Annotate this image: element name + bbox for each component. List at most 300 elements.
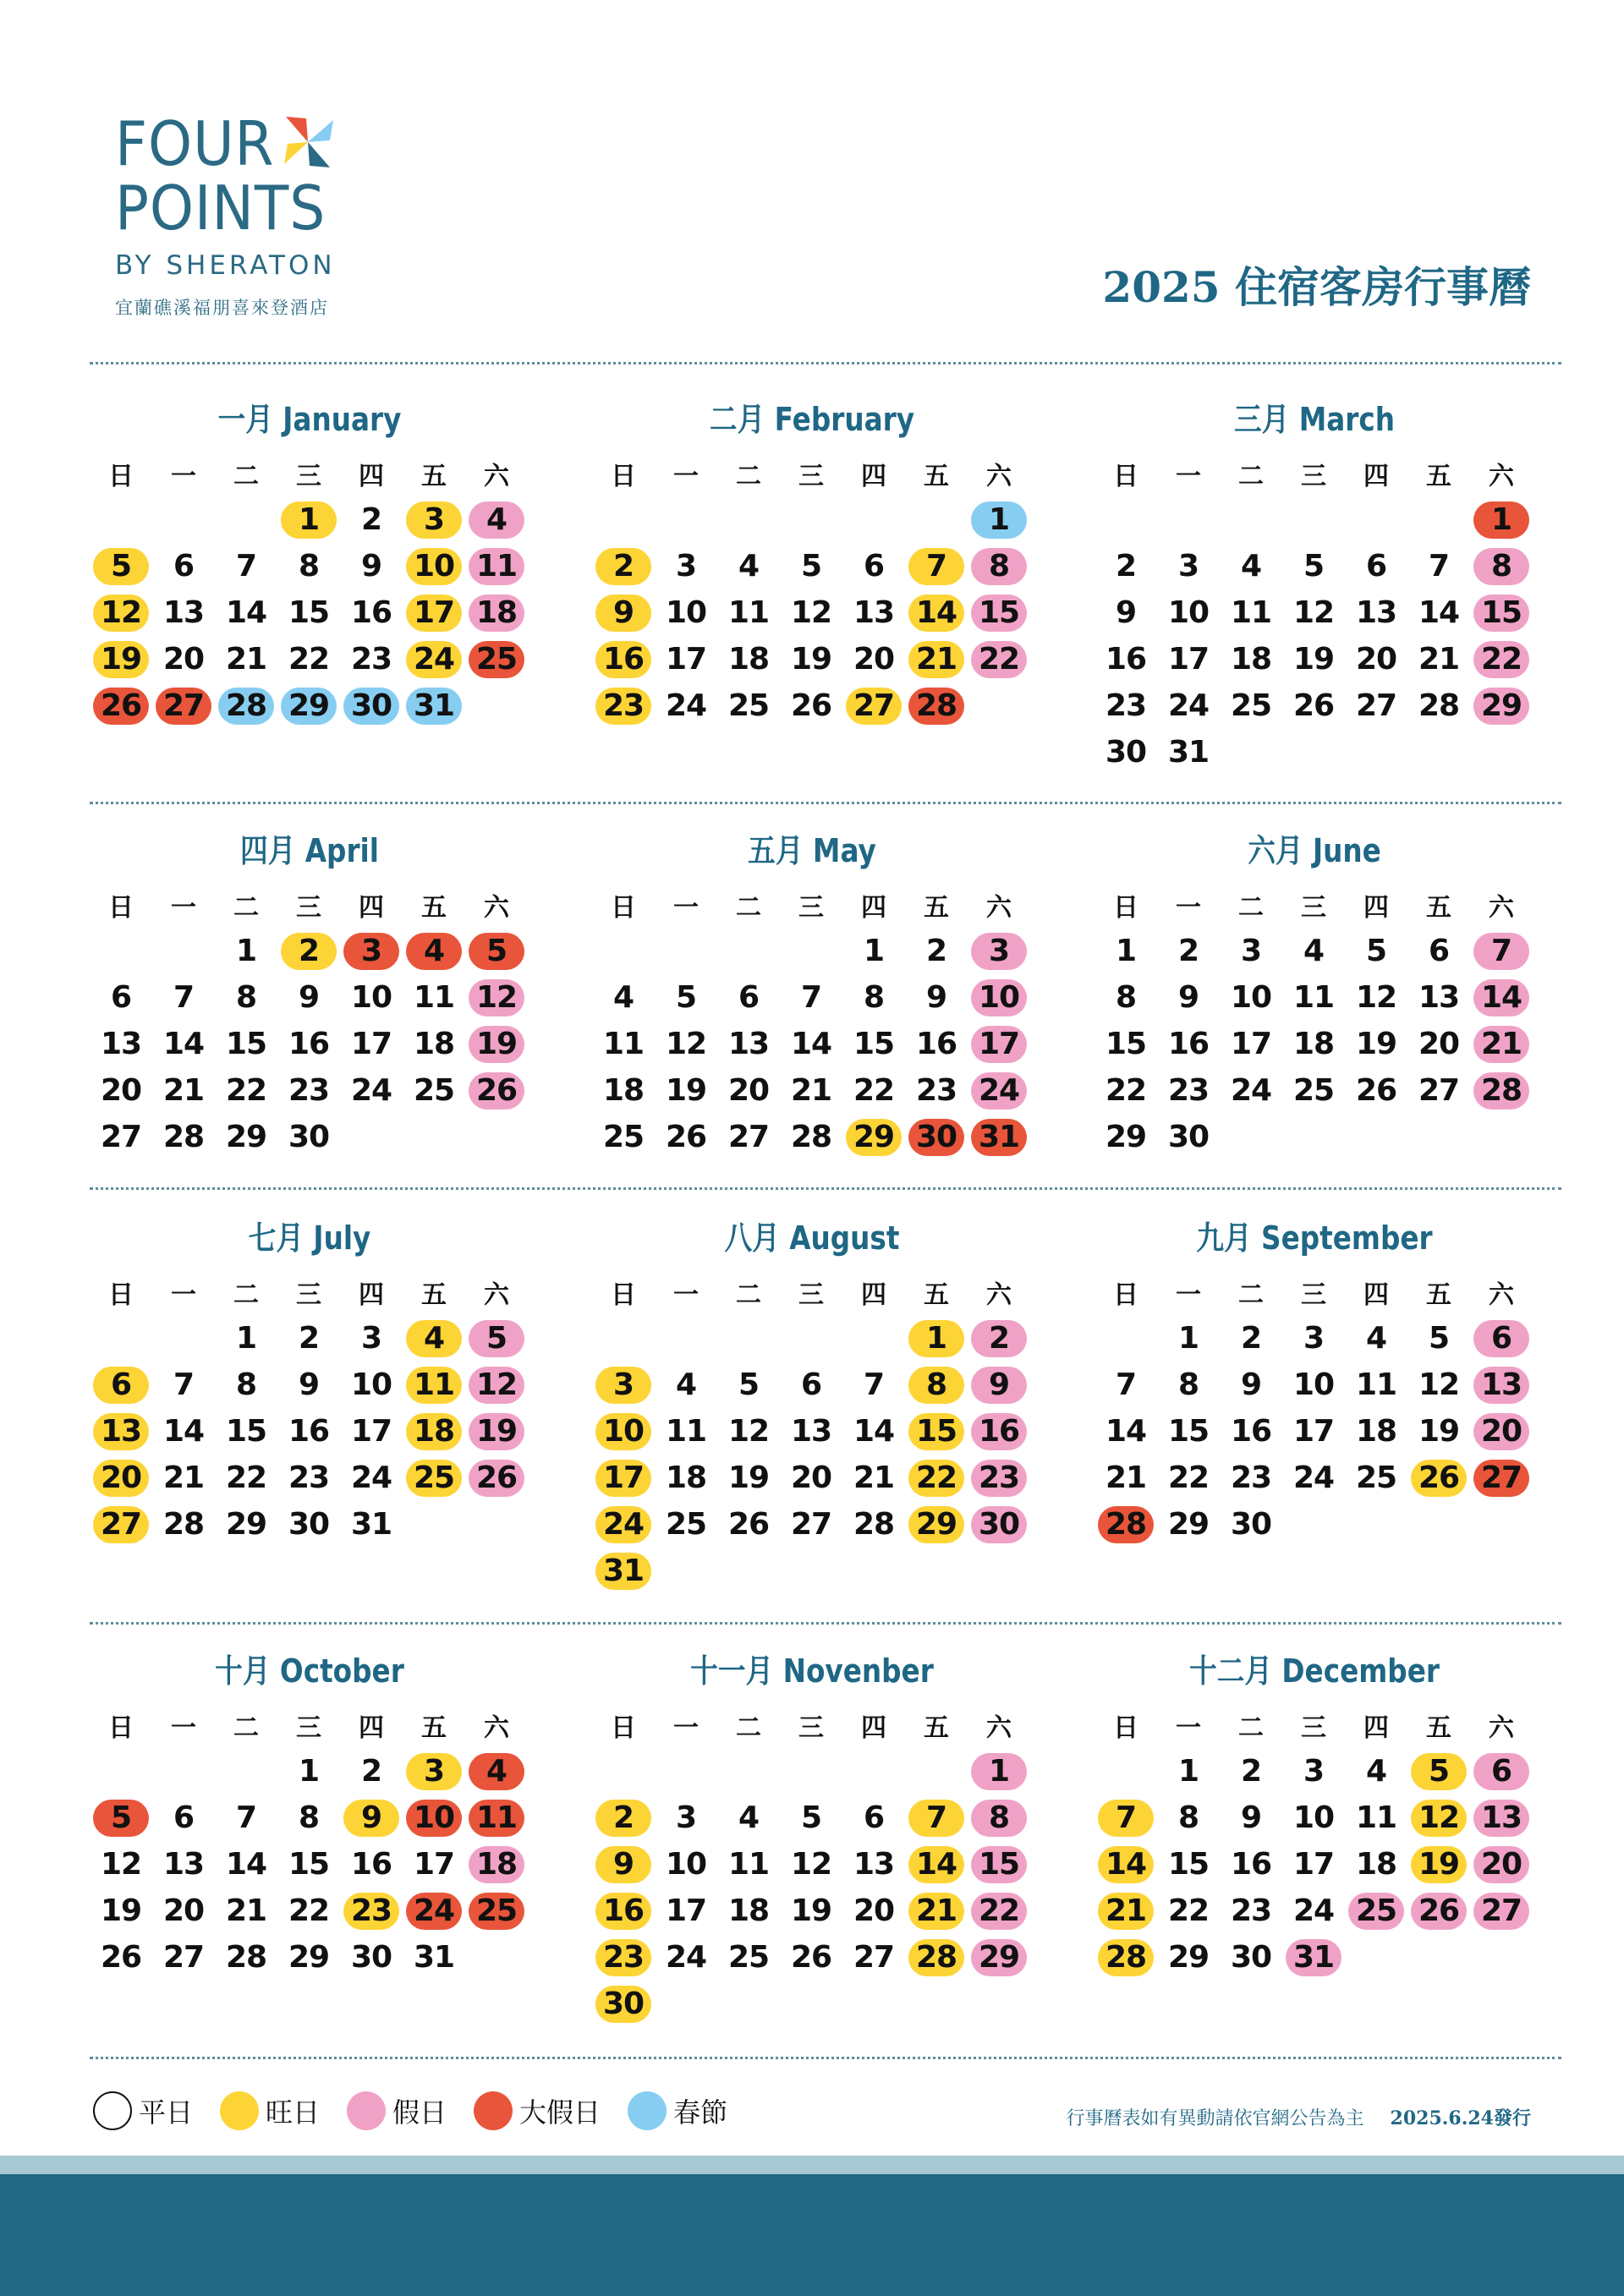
day-cell <box>90 1021 152 1067</box>
day-number: 7 <box>908 548 964 585</box>
day-number: 25 <box>727 688 770 723</box>
day-cell <box>1282 1934 1345 1981</box>
day-number: 11 <box>1355 1800 1397 1835</box>
day-number: 27 <box>846 688 902 725</box>
day-cell <box>1345 543 1407 589</box>
day-number: 17 <box>665 642 707 677</box>
day-cell <box>1157 974 1220 1021</box>
legend-label: 旺日 <box>266 2096 321 2129</box>
day-cell <box>655 1021 717 1067</box>
day-cell <box>717 636 780 682</box>
day-number: 26 <box>1411 1460 1467 1497</box>
day-cell <box>403 1067 465 1114</box>
day-cell <box>592 1795 655 1841</box>
day-cell <box>215 928 277 974</box>
day-number: 31 <box>406 688 462 725</box>
day-number: 28 <box>908 688 964 725</box>
day-number: 13 <box>1473 1367 1529 1404</box>
day-number: 9 <box>1240 1800 1262 1835</box>
weekday-label: 五 <box>421 461 447 491</box>
day-number: 18 <box>602 1073 645 1108</box>
empty-cell <box>905 1748 968 1795</box>
day-cell <box>1282 1315 1345 1362</box>
day-number: 29 <box>288 1940 330 1975</box>
day-cell <box>152 589 215 636</box>
day-cell <box>403 1795 465 1841</box>
weekday-label: 六 <box>986 461 1012 491</box>
day-number: 5 <box>738 1367 760 1402</box>
legend-swatch <box>474 2091 513 2130</box>
day-cell <box>1220 1795 1282 1841</box>
weekday-label: 五 <box>924 1712 949 1743</box>
day-cell <box>592 1934 655 1981</box>
day-cell <box>277 928 340 974</box>
day-cell <box>780 543 842 589</box>
weekday-label: 一 <box>1176 461 1201 491</box>
day-number: 28 <box>1418 688 1460 723</box>
weekday-label: 日 <box>108 892 134 923</box>
day-number: 28 <box>162 1120 205 1154</box>
day-number: 7 <box>1473 933 1529 970</box>
day-cell <box>1157 1795 1220 1841</box>
day-number: 25 <box>1355 1460 1397 1495</box>
day-cell <box>90 1067 152 1114</box>
day-cell <box>403 496 465 543</box>
day-number: 21 <box>225 642 267 677</box>
day-cell <box>90 589 152 636</box>
month-title: 七月 July <box>248 1219 371 1257</box>
weekday-label: 五 <box>421 1280 447 1310</box>
day-number: 19 <box>93 641 149 678</box>
day-cell <box>1345 974 1407 1021</box>
weekday-label: 三 <box>296 1280 321 1310</box>
day-number: 16 <box>1230 1847 1272 1882</box>
day-number: 18 <box>727 1893 770 1928</box>
day-cell <box>968 1021 1030 1067</box>
day-cell <box>780 1841 842 1888</box>
day-cell <box>780 974 842 1021</box>
day-number: 13 <box>853 595 895 630</box>
day-cell <box>1282 1888 1345 1934</box>
empty-cell <box>90 496 152 543</box>
day-number: 25 <box>469 1893 524 1930</box>
day-cell <box>1282 1748 1345 1795</box>
day-cell <box>215 589 277 636</box>
day-cell <box>340 1067 403 1114</box>
day-number: 3 <box>675 549 697 584</box>
day-number: 30 <box>343 688 399 725</box>
day-cell <box>215 636 277 682</box>
day-cell <box>215 1362 277 1408</box>
day-number: 24 <box>665 688 707 723</box>
day-cell <box>968 974 1030 1021</box>
day-number: 10 <box>971 979 1027 1016</box>
weekday-label: 二 <box>736 892 761 923</box>
day-number: 25 <box>665 1507 707 1542</box>
day-number: 14 <box>908 595 964 632</box>
day-cell <box>1407 1408 1470 1455</box>
day-cell <box>1157 1021 1220 1067</box>
day-cell <box>1157 1362 1220 1408</box>
day-cell <box>403 1841 465 1888</box>
day-cell <box>905 1067 968 1114</box>
weekday-label: 四 <box>359 461 384 491</box>
day-number: 1 <box>908 1320 964 1357</box>
day-cell <box>215 1888 277 1934</box>
day-number: 20 <box>1355 642 1397 677</box>
day-cell <box>465 1021 528 1067</box>
weekday-label: 一 <box>1176 1712 1201 1743</box>
legend-item <box>347 2091 447 2130</box>
day-number: 29 <box>971 1939 1027 1976</box>
day-number: 14 <box>790 1027 832 1061</box>
day-number: 11 <box>602 1027 645 1061</box>
day-number: 19 <box>790 642 832 677</box>
day-number: 12 <box>1355 980 1397 1015</box>
day-number: 24 <box>1167 688 1210 723</box>
day-number: 14 <box>1105 1414 1147 1449</box>
day-cell <box>465 928 528 974</box>
day-number: 8 <box>235 980 257 1015</box>
day-number: 6 <box>1365 549 1387 584</box>
day-number: 14 <box>908 1846 964 1883</box>
day-cell <box>1095 1362 1157 1408</box>
day-cell <box>152 1067 215 1114</box>
day-number: 1 <box>1177 1754 1199 1789</box>
day-cell <box>340 496 403 543</box>
weekday-label: 四 <box>359 1280 384 1310</box>
empty-cell <box>152 1748 215 1795</box>
day-cell <box>1470 636 1533 682</box>
day-number: 6 <box>173 1800 195 1835</box>
day-number: 25 <box>1348 1893 1404 1930</box>
day-cell <box>905 682 968 729</box>
day-cell <box>1345 1067 1407 1114</box>
day-number: 13 <box>162 595 205 630</box>
day-number: 7 <box>173 980 195 1015</box>
weekday-label: 二 <box>736 1280 761 1310</box>
weekday-label: 六 <box>484 1712 509 1743</box>
day-cell <box>152 1114 215 1160</box>
day-number: 29 <box>1167 1507 1210 1542</box>
day-number: 18 <box>1355 1847 1397 1882</box>
day-number: 30 <box>595 1986 651 2023</box>
day-number: 20 <box>1418 1027 1460 1061</box>
day-cell <box>1220 1888 1282 1934</box>
day-cell <box>277 1067 340 1114</box>
day-number: 19 <box>1292 642 1335 677</box>
day-number: 4 <box>1303 934 1325 968</box>
day-cell <box>465 1455 528 1501</box>
legend-label: 大假日 <box>519 2096 601 2129</box>
day-cell <box>1095 729 1157 775</box>
day-cell <box>1470 496 1533 543</box>
weekday-label: 一 <box>673 1712 699 1743</box>
day-number: 28 <box>162 1507 205 1542</box>
day-cell <box>717 1067 780 1114</box>
day-number: 20 <box>853 642 895 677</box>
day-number: 30 <box>1105 735 1147 770</box>
day-number: 24 <box>1292 1460 1335 1495</box>
day-number: 15 <box>971 1846 1027 1883</box>
day-cell <box>1470 974 1533 1021</box>
day-number: 14 <box>225 595 267 630</box>
day-number: 9 <box>360 549 382 584</box>
month-calendar <box>1095 1649 1534 1981</box>
month-calendar <box>592 829 1032 1160</box>
day-number: 11 <box>727 595 770 630</box>
day-number: 7 <box>1098 1800 1154 1837</box>
day-number: 13 <box>1473 1800 1529 1837</box>
weekday-label: 三 <box>798 1280 824 1310</box>
day-cell <box>403 928 465 974</box>
day-cell <box>1282 1841 1345 1888</box>
day-cell <box>842 928 905 974</box>
day-number: 22 <box>288 1893 330 1928</box>
day-cell <box>592 1021 655 1067</box>
day-cell <box>90 1934 152 1981</box>
day-number: 12 <box>100 1847 142 1882</box>
weekday-label: 三 <box>1301 1712 1326 1743</box>
day-cell <box>90 1795 152 1841</box>
weekday-label: 三 <box>1301 892 1326 923</box>
day-cell <box>905 636 968 682</box>
empty-cell <box>655 928 717 974</box>
day-number: 24 <box>406 641 462 678</box>
day-cell <box>277 1408 340 1455</box>
day-cell <box>1157 1888 1220 1934</box>
footer-band-light <box>0 2156 1624 2174</box>
day-cell <box>717 1362 780 1408</box>
day-cell <box>1407 974 1470 1021</box>
day-number: 26 <box>93 688 149 725</box>
day-cell <box>152 682 215 729</box>
day-number: 5 <box>1303 549 1325 584</box>
day-number: 28 <box>218 688 274 725</box>
day-number: 5 <box>675 980 697 1015</box>
day-number: 16 <box>915 1027 957 1061</box>
day-number: 9 <box>925 980 947 1015</box>
day-number: 8 <box>971 548 1027 585</box>
day-cell <box>90 1841 152 1888</box>
day-number: 20 <box>93 1460 149 1497</box>
month-title: 五月 May <box>748 832 876 869</box>
day-cell <box>1470 589 1533 636</box>
day-number: 27 <box>1473 1893 1529 1930</box>
day-number: 3 <box>343 933 399 970</box>
day-number: 13 <box>162 1847 205 1882</box>
day-number: 27 <box>156 688 211 725</box>
day-cell <box>717 1021 780 1067</box>
day-number: 22 <box>225 1073 267 1108</box>
day-number: 10 <box>665 595 707 630</box>
month-calendar <box>90 829 529 1160</box>
day-cell <box>215 543 277 589</box>
day-number: 26 <box>790 1940 832 1975</box>
day-cell <box>905 1888 968 1934</box>
weekday-label: 五 <box>924 1280 949 1310</box>
day-cell <box>215 1795 277 1841</box>
weekday-label: 日 <box>1113 892 1138 923</box>
day-number: 1 <box>1115 934 1137 968</box>
footer-band-dark <box>0 2174 1624 2296</box>
day-number: 16 <box>595 1893 651 1930</box>
day-cell <box>1095 1067 1157 1114</box>
day-number: 22 <box>225 1460 267 1495</box>
day-number: 23 <box>1230 1460 1272 1495</box>
day-cell <box>340 1748 403 1795</box>
day-cell <box>968 1841 1030 1888</box>
day-number: 7 <box>1428 549 1450 584</box>
weekday-label: 四 <box>1363 1712 1389 1743</box>
legend-swatch <box>628 2091 667 2130</box>
day-cell <box>905 1841 968 1888</box>
legend-swatch <box>220 2091 259 2130</box>
day-number: 19 <box>469 1413 524 1450</box>
empty-cell <box>90 1315 152 1362</box>
day-cell <box>655 1114 717 1160</box>
day-number: 6 <box>1473 1320 1529 1357</box>
day-cell <box>1095 682 1157 729</box>
day-cell <box>717 1408 780 1455</box>
day-number: 19 <box>790 1893 832 1928</box>
day-number: 26 <box>790 688 832 723</box>
day-number: 28 <box>1098 1939 1154 1976</box>
empty-cell <box>1345 496 1407 543</box>
weekday-label: 日 <box>108 1712 134 1743</box>
day-cell <box>1407 543 1470 589</box>
day-number: 13 <box>1418 980 1460 1015</box>
day-number: 23 <box>595 688 651 725</box>
day-cell <box>592 1888 655 1934</box>
day-cell <box>1282 1408 1345 1455</box>
day-cell <box>1407 1067 1470 1114</box>
day-number: 24 <box>1230 1073 1272 1108</box>
day-number: 21 <box>162 1073 205 1108</box>
day-cell <box>905 1114 968 1160</box>
day-number: 17 <box>1292 1414 1335 1449</box>
day-number: 2 <box>1115 549 1137 584</box>
day-cell <box>1282 543 1345 589</box>
day-number: 23 <box>1230 1893 1272 1928</box>
day-number: 31 <box>1167 735 1210 770</box>
four-points-x-icon <box>281 115 335 169</box>
weekday-label: 二 <box>1238 892 1264 923</box>
day-cell <box>1157 1748 1220 1795</box>
day-cell <box>277 1455 340 1501</box>
day-number: 5 <box>1411 1753 1467 1790</box>
day-cell <box>215 1315 277 1362</box>
day-cell <box>968 1888 1030 1934</box>
weekday-label: 六 <box>1489 1712 1514 1743</box>
day-number: 10 <box>1167 595 1210 630</box>
day-cell <box>1220 1501 1282 1548</box>
day-cell <box>1220 1841 1282 1888</box>
day-number: 25 <box>727 1940 770 1975</box>
day-number: 11 <box>413 980 455 1015</box>
day-number: 24 <box>406 1893 462 1930</box>
day-cell <box>717 1455 780 1501</box>
day-cell <box>1345 589 1407 636</box>
day-cell <box>1157 1501 1220 1548</box>
day-number: 12 <box>727 1414 770 1449</box>
day-number: 4 <box>1365 1754 1387 1789</box>
day-number: 13 <box>790 1414 832 1449</box>
day-cell <box>655 636 717 682</box>
day-number: 24 <box>350 1073 392 1108</box>
day-number: 8 <box>1177 1800 1199 1835</box>
day-number: 22 <box>908 1460 964 1497</box>
day-cell <box>90 1408 152 1455</box>
day-number: 11 <box>469 548 524 585</box>
day-number: 7 <box>908 1800 964 1837</box>
month-grid <box>90 1269 529 1548</box>
day-number: 22 <box>1167 1893 1210 1928</box>
weekday-label: 四 <box>861 1712 886 1743</box>
day-cell <box>340 1315 403 1362</box>
day-number: 25 <box>602 1120 645 1154</box>
day-number: 29 <box>225 1120 267 1154</box>
day-cell <box>1095 589 1157 636</box>
day-number: 1 <box>1177 1321 1199 1356</box>
weekday-label: 六 <box>1489 461 1514 491</box>
day-number: 10 <box>1292 1367 1335 1402</box>
day-number: 15 <box>225 1027 267 1061</box>
day-cell <box>277 1795 340 1841</box>
day-number: 21 <box>162 1460 205 1495</box>
day-number: 8 <box>235 1367 257 1402</box>
day-cell <box>152 1455 215 1501</box>
weekday-label: 五 <box>421 1712 447 1743</box>
weekday-label: 一 <box>673 1280 699 1310</box>
day-number: 7 <box>173 1367 195 1402</box>
day-cell <box>1220 543 1282 589</box>
weekday-label: 日 <box>1113 1280 1138 1310</box>
day-number: 2 <box>1177 934 1199 968</box>
day-cell <box>465 1795 528 1841</box>
month-calendar <box>592 1649 1032 2027</box>
weekday-label: 一 <box>1176 892 1201 923</box>
day-cell <box>780 1934 842 1981</box>
day-cell <box>655 589 717 636</box>
weekday-label: 三 <box>296 1712 321 1743</box>
day-cell <box>152 1934 215 1981</box>
day-cell <box>1470 1455 1533 1501</box>
day-number: 22 <box>971 641 1027 678</box>
day-cell <box>592 1548 655 1594</box>
day-number: 26 <box>469 1460 524 1497</box>
weekday-label: 六 <box>1489 1280 1514 1310</box>
day-cell <box>1345 1408 1407 1455</box>
day-number: 2 <box>360 502 382 537</box>
day-cell <box>340 1888 403 1934</box>
divider <box>90 2057 1561 2059</box>
day-number: 15 <box>908 1413 964 1450</box>
day-number: 12 <box>93 595 149 632</box>
day-cell <box>1282 682 1345 729</box>
page-title: 2025 住宿客房行事曆 <box>1102 262 1531 312</box>
day-number: 29 <box>908 1506 964 1543</box>
day-number: 21 <box>1473 1026 1529 1063</box>
day-number: 31 <box>1286 1939 1341 1976</box>
empty-cell <box>842 1748 905 1795</box>
day-cell <box>655 1455 717 1501</box>
day-cell <box>277 496 340 543</box>
day-cell <box>215 1408 277 1455</box>
day-cell <box>152 636 215 682</box>
day-cell <box>1407 1362 1470 1408</box>
weekday-label: 六 <box>484 892 509 923</box>
